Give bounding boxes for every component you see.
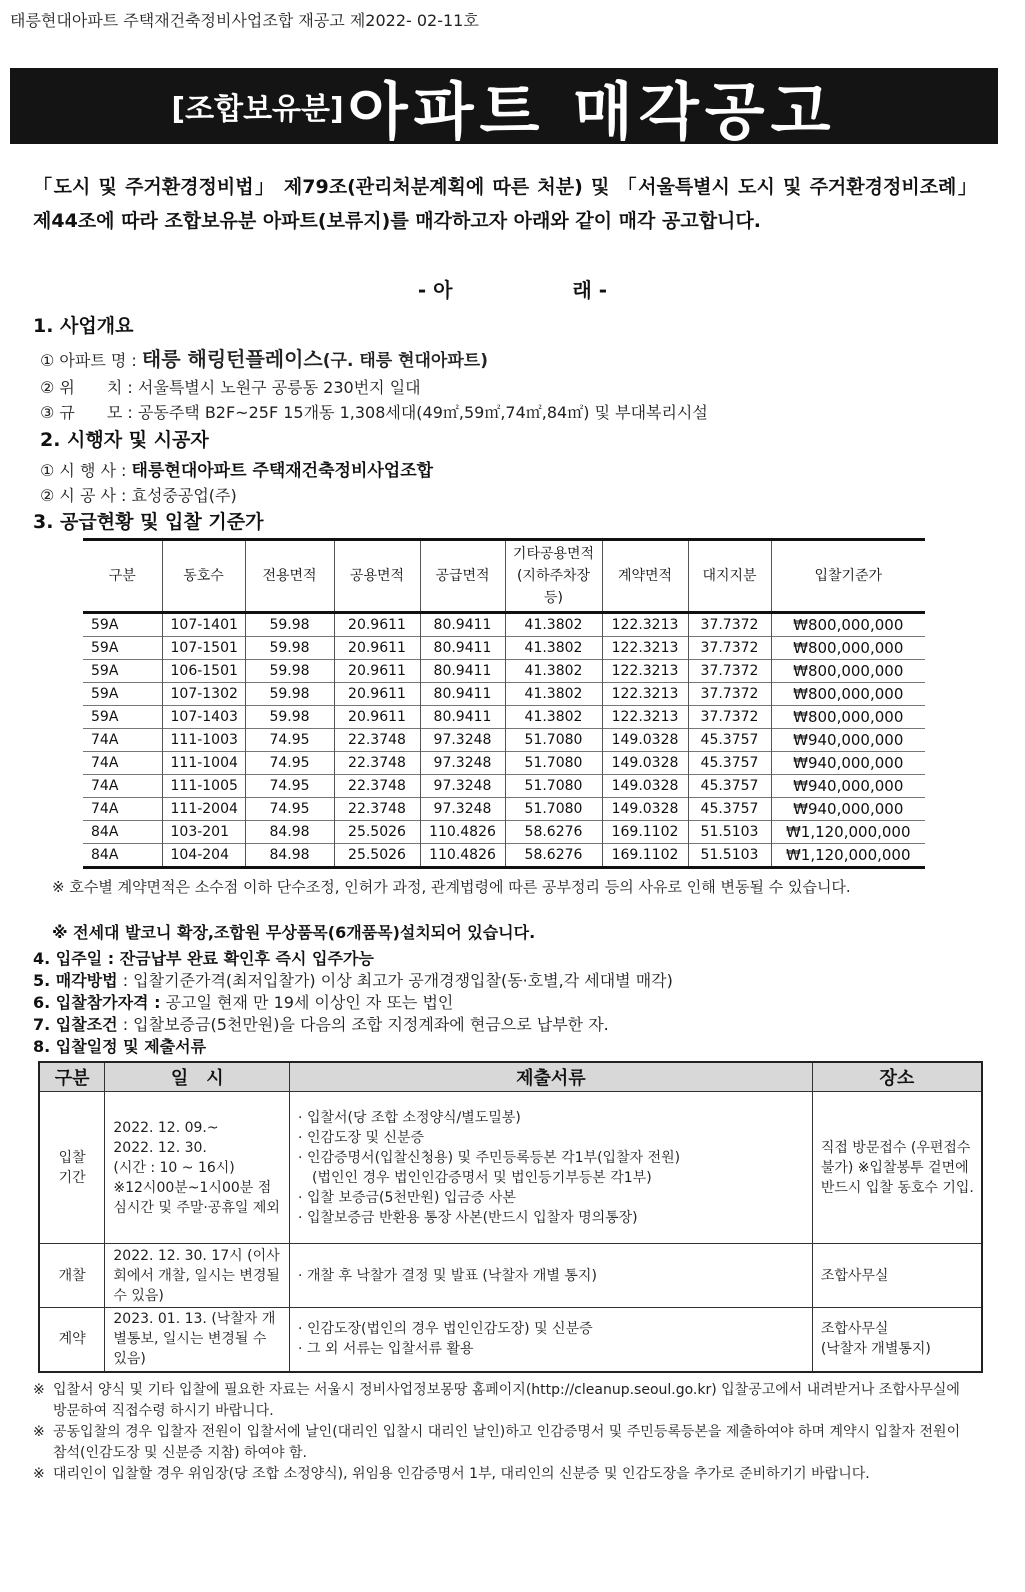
supply-cell: ₩940,000,000	[771, 775, 925, 798]
section-2-title: 2. 시행자 및 시공자	[40, 429, 209, 451]
apt-former-name: (구. 태릉 현대아파트)	[322, 351, 488, 371]
supply-row	[83, 752, 925, 775]
supply-cell: 59A	[83, 613, 162, 637]
schedule-table	[38, 1061, 983, 1373]
col-header: 구분	[39, 1062, 105, 1092]
supply-cell: 22.3748	[334, 729, 420, 752]
document-item: · 인감증명서(입찰신청용) 및 주민등록등본 각1부(입찰자 전원)	[298, 1149, 681, 1166]
supply-cell: 20.9611	[334, 706, 420, 729]
supply-cell: 45.3757	[688, 798, 771, 821]
stage-contract: 계약	[39, 1308, 105, 1372]
open-place: 조합사무실	[812, 1244, 982, 1308]
supply-cell: 106-1501	[162, 660, 245, 683]
col-header: 공용면적	[334, 540, 420, 613]
supply-cell: 122.3213	[602, 683, 688, 706]
supply-cell: 169.1102	[602, 844, 688, 868]
supply-cell: 51.7080	[505, 798, 602, 821]
supply-cell: ₩1,120,000,000	[771, 844, 925, 868]
supply-cell: 122.3213	[602, 706, 688, 729]
schedule-header	[39, 1062, 982, 1092]
supply-cell: 107-1302	[162, 683, 245, 706]
title-banner	[10, 68, 998, 148]
document-item: · 인감도장 및 신분증	[298, 1129, 425, 1146]
supply-cell: 149.0328	[602, 775, 688, 798]
rule-7	[33, 1012, 609, 1035]
supply-cell: ₩940,000,000	[771, 729, 925, 752]
document-item: · 인감도장(법인의 경우 법인인감도장) 및 신분증	[298, 1321, 593, 1338]
supply-cell: 97.3248	[420, 752, 505, 775]
footnote-text: 입찰서 양식 및 기타 입찰에 필요한 자료는 서울시 정비사업정보몽땅 홈페이지(http://cleanup.seoul.go.kr) 입찰공고에서 내려받거나 조합사무실에 방문하여 직접수령 하시기 바랍니다.	[53, 1382, 960, 1419]
supply-cell: 104-204	[162, 844, 245, 868]
col-header: 구분	[83, 540, 162, 613]
supply-cell: 45.3757	[688, 775, 771, 798]
supply-cell: 25.5026	[334, 844, 420, 868]
document-item: · 그 외 서류는 입찰서류 활용	[298, 1341, 474, 1358]
supply-cell: 122.3213	[602, 660, 688, 683]
supply-cell: 74A	[83, 729, 162, 752]
supply-cell: 22.3748	[334, 775, 420, 798]
footnote-mark: ※	[33, 1466, 45, 1482]
supply-row	[83, 798, 925, 821]
rule-6	[33, 990, 453, 1013]
below-right: 래 -	[572, 278, 608, 302]
rule-8	[33, 1034, 206, 1057]
supply-cell: 74.95	[245, 752, 334, 775]
supply-cell: 169.1102	[602, 821, 688, 844]
supply-cell: 122.3213	[602, 637, 688, 660]
scale-line: ③ 규 모 : 공동주택 B2F~25F 15개동 1,308세대(49㎡,59㎡,74㎡,84㎡) 및 부대복리시설	[40, 403, 708, 422]
supply-cell: 107-1501	[162, 637, 245, 660]
supply-cell: 58.6276	[505, 844, 602, 868]
supply-cell: 41.3802	[505, 706, 602, 729]
date-line: 2022. 12. 30.	[113, 1139, 207, 1156]
supply-row	[83, 637, 925, 660]
rule-4-text: 4. 입주일 : 잔금납부 완료 확인후 즉시 입주가능	[33, 949, 374, 968]
bid-documents	[290, 1092, 813, 1244]
stage-line: 기간	[58, 1169, 86, 1186]
supply-cell: 111-1005	[162, 775, 245, 798]
supply-cell: 80.9411	[420, 613, 505, 637]
supply-cell: 103-201	[162, 821, 245, 844]
supply-cell: ₩940,000,000	[771, 798, 925, 821]
supply-cell: 59.98	[245, 706, 334, 729]
section-3-title: 3. 공급현황 및 입찰 기준가	[33, 511, 264, 533]
stage-bid	[39, 1092, 105, 1244]
supply-cell: ₩800,000,000	[771, 637, 925, 660]
supply-cell: 20.9611	[334, 683, 420, 706]
supply-row	[83, 775, 925, 798]
supply-cell: 74.95	[245, 775, 334, 798]
document-item: · 입찰 보증금(5천만원) 입금증 사본	[298, 1189, 516, 1206]
supply-cell: ₩940,000,000	[771, 752, 925, 775]
supply-cell: 80.9411	[420, 683, 505, 706]
balcony-note: ※ 전세대 발코니 확장,조합원 무상품목(6개품목)설치되어 있습니다.	[52, 923, 536, 942]
supply-cell: 25.5026	[334, 821, 420, 844]
supply-cell: ₩800,000,000	[771, 613, 925, 637]
supply-cell: 80.9411	[420, 660, 505, 683]
place-line: 조합사무실	[820, 1321, 889, 1338]
supply-cell: 110.4826	[420, 821, 505, 844]
supply-cell: 41.3802	[505, 637, 602, 660]
supply-table-header	[83, 540, 925, 613]
rule-5-label: 5. 매각방법	[33, 971, 118, 990]
col-header: 동호수	[162, 540, 245, 613]
supply-row	[83, 729, 925, 752]
supply-row	[83, 683, 925, 706]
supply-cell: 74.95	[245, 798, 334, 821]
banner-prefix: [조합보유분]	[171, 92, 344, 127]
col-header: 대지지분	[688, 540, 771, 613]
rule-6-text: 공고일 현재 만 19세 이상인 자 또는 법인	[160, 993, 454, 1012]
supply-cell: 84.98	[245, 844, 334, 868]
col-header: 전용면적	[245, 540, 334, 613]
footnote-mark: ※	[33, 1424, 45, 1440]
bid-place: 직접 방문접수 (우편접수불가) ※입찰봉투 겉면에 반드시 입찰 동호수 기입.	[812, 1092, 982, 1244]
supply-cell: 20.9611	[334, 637, 420, 660]
supply-cell: 22.3748	[334, 798, 420, 821]
date-line: ※12시00분~1시00분 점심시간 및 주말·공휴일 제외	[113, 1179, 280, 1216]
footnote	[33, 1422, 973, 1464]
supply-cell: 37.7372	[688, 706, 771, 729]
supply-row	[83, 844, 925, 868]
supply-cell: 37.7372	[688, 613, 771, 637]
footnote-mark: ※	[33, 1382, 45, 1398]
contract-documents	[290, 1308, 813, 1372]
supply-cell: 51.7080	[505, 752, 602, 775]
supply-cell: 97.3248	[420, 729, 505, 752]
supply-cell: 37.7372	[688, 683, 771, 706]
schedule-row-contract	[39, 1308, 982, 1372]
footnotes	[33, 1380, 973, 1485]
supply-cell: 45.3757	[688, 752, 771, 775]
col-header: 계약면적	[602, 540, 688, 613]
schedule-row-open	[39, 1244, 982, 1308]
supply-cell: 111-2004	[162, 798, 245, 821]
supply-cell: 111-1003	[162, 729, 245, 752]
schedule-row-bid	[39, 1092, 982, 1244]
footnote-text: 대리인이 입찰할 경우 위임장(당 조합 소정양식), 위임용 인감증명서 1부, 대리인의 신분증 및 인감도장을 추가로 준비하기기 바랍니다.	[53, 1466, 870, 1482]
supply-row	[83, 613, 925, 637]
supply-row	[83, 821, 925, 844]
supply-cell: 51.5103	[688, 844, 771, 868]
supply-cell: 58.6276	[505, 821, 602, 844]
supply-cell: ₩800,000,000	[771, 706, 925, 729]
supply-cell: 51.7080	[505, 775, 602, 798]
supply-cell: 97.3248	[420, 798, 505, 821]
supply-cell: 37.7372	[688, 660, 771, 683]
executor-label: ① 시 행 사 :	[40, 461, 132, 480]
col-header: 장소	[812, 1062, 982, 1092]
supply-cell: 80.9411	[420, 706, 505, 729]
bid-date	[105, 1092, 290, 1244]
supply-cell: 84.98	[245, 821, 334, 844]
supply-cell: 59A	[83, 706, 162, 729]
supply-cell: 84A	[83, 821, 162, 844]
supply-cell: 74A	[83, 798, 162, 821]
supply-cell: 59A	[83, 637, 162, 660]
supply-cell: 149.0328	[602, 752, 688, 775]
builder-line: ② 시 공 사 : 효성중공업(주)	[40, 486, 237, 505]
supply-cell: 107-1401	[162, 613, 245, 637]
apt-name: 태릉 해링턴플레이스	[141, 347, 323, 371]
supply-cell: 51.5103	[688, 821, 771, 844]
location-line: ② 위 치 : 서울특별시 노원구 공릉동 230번지 일대	[40, 378, 421, 397]
supply-cell: 59A	[83, 683, 162, 706]
supply-cell: 20.9611	[334, 613, 420, 637]
supply-cell: 97.3248	[420, 775, 505, 798]
footnote	[33, 1380, 973, 1422]
contract-date: 2023. 01. 13. (낙찰자 개별통보, 일시는 변경될 수 있음)	[105, 1308, 290, 1372]
supply-cell: 45.3757	[688, 729, 771, 752]
supply-cell: 84A	[83, 844, 162, 868]
col-header: 기타공용면적(지하주차장등)	[505, 540, 602, 613]
supply-cell: 111-1004	[162, 752, 245, 775]
supply-cell: 59A	[83, 660, 162, 683]
rule-5	[33, 968, 673, 991]
rule-8-text: 8. 입찰일정 및 제출서류	[33, 1037, 207, 1056]
supply-cell: 74A	[83, 775, 162, 798]
supply-cell: 51.7080	[505, 729, 602, 752]
supply-cell: 41.3802	[505, 613, 602, 637]
rule-4	[33, 946, 374, 969]
supply-cell: ₩800,000,000	[771, 683, 925, 706]
open-documents: · 개찰 후 낙찰가 결정 및 발표 (낙찰자 개별 통지)	[290, 1244, 813, 1308]
document-item: (법인인 경우 법인인감증명서 및 법인등기부등본 각1부)	[298, 1169, 652, 1186]
rule-5-text: : 입찰기준가격(최저입찰가) 이상 최고가 공개경쟁입찰(동·호별,각 세대별 매각)	[117, 971, 673, 990]
supply-cell: ₩1,120,000,000	[771, 821, 925, 844]
supply-row	[83, 660, 925, 683]
supply-cell: 149.0328	[602, 798, 688, 821]
rule-6-label: 6. 입찰참가자격 :	[33, 993, 161, 1012]
contract-place	[812, 1308, 982, 1372]
section-1-title: 1. 사업개요	[33, 315, 134, 337]
supply-cell: 149.0328	[602, 729, 688, 752]
supply-cell: 20.9611	[334, 660, 420, 683]
stage-open: 개찰	[39, 1244, 105, 1308]
supply-cell: 74A	[83, 752, 162, 775]
supply-cell: 110.4826	[420, 844, 505, 868]
executor-line	[40, 456, 433, 481]
notice-number: 태릉현대아파트 주택재건축정비사업조합 재공고 제2022- 02-11호	[10, 11, 479, 30]
supply-cell: 122.3213	[602, 613, 688, 637]
supply-cell: 59.98	[245, 613, 334, 637]
intro-paragraph: 「도시 및 주거환경정비법」 제79조(관리처분계획에 따른 처분) 및 「서울특별시 도시 및 주거환경정비조례」 제44조에 따라 조합보유분 아파트(보류지)를 매각하고자 아래와 같이 매각 공고합니다.	[33, 176, 977, 232]
supply-cell: 59.98	[245, 683, 334, 706]
supply-cell: 41.3802	[505, 683, 602, 706]
date-line: (시간 : 10 ~ 16시)	[113, 1159, 235, 1176]
col-header: 일 시	[105, 1062, 290, 1092]
supply-cell: 22.3748	[334, 752, 420, 775]
rule-7-label: 7. 입찰조건	[33, 1015, 118, 1034]
supply-cell: 37.7372	[688, 637, 771, 660]
below-left: - 아	[417, 278, 453, 302]
col-header: 공급면적	[420, 540, 505, 613]
col-header: 입찰기준가	[771, 540, 925, 613]
open-date: 2022. 12. 30. 17시 (이사회에서 개찰, 일시는 변경될 수 있음)	[105, 1244, 290, 1308]
area-note: ※ 호수별 계약면적은 소수점 이하 단수조정, 인허가 과정, 관계법령에 따른 공부정리 등의 사유로 인해 변동될 수 있습니다.	[52, 878, 851, 896]
footnote	[33, 1464, 973, 1485]
supply-cell: 41.3802	[505, 660, 602, 683]
col-header: 제출서류	[290, 1062, 813, 1092]
date-line: 2022. 12. 09.~	[113, 1119, 219, 1136]
executor-name: 태릉현대아파트 주택재건축정비사업조합	[131, 461, 434, 481]
stage-line: 입찰	[58, 1149, 86, 1166]
document-item: · 입찰보증금 반환용 통장 사본(반드시 입찰자 명의통장)	[298, 1209, 638, 1226]
supply-cell: 74.95	[245, 729, 334, 752]
supply-cell: 107-1403	[162, 706, 245, 729]
supply-cell: 59.98	[245, 637, 334, 660]
supply-cell: 80.9411	[420, 637, 505, 660]
supply-table	[83, 538, 925, 869]
apt-label: ① 아파트 명 :	[40, 351, 142, 370]
banner-title: 아파트 매각공고	[347, 74, 837, 148]
supply-cell: 59.98	[245, 660, 334, 683]
rule-7-text: : 입찰보증금(5천만원)을 다음의 조합 지정계좌에 현금으로 납부한 자.	[117, 1015, 609, 1034]
apartment-name-line	[40, 343, 488, 372]
supply-row	[83, 706, 925, 729]
document-item: · 입찰서(당 조합 소정양식/별도밀봉)	[298, 1109, 521, 1126]
footnote-text: 공동입찰의 경우 입찰자 전원이 입찰서에 날인(대리인 입찰시 대리인 날인)하고 인감증명서 및 주민등록등본을 제출하여야 하며 계약시 입찰자 전원이 참석(인감도장 및 신분증 지참) 하여야 함.	[53, 1424, 961, 1461]
supply-table-body	[83, 613, 925, 868]
below-heading	[0, 274, 1025, 303]
place-line: (낙찰자 개별통지)	[820, 1341, 931, 1358]
supply-cell: ₩800,000,000	[771, 660, 925, 683]
